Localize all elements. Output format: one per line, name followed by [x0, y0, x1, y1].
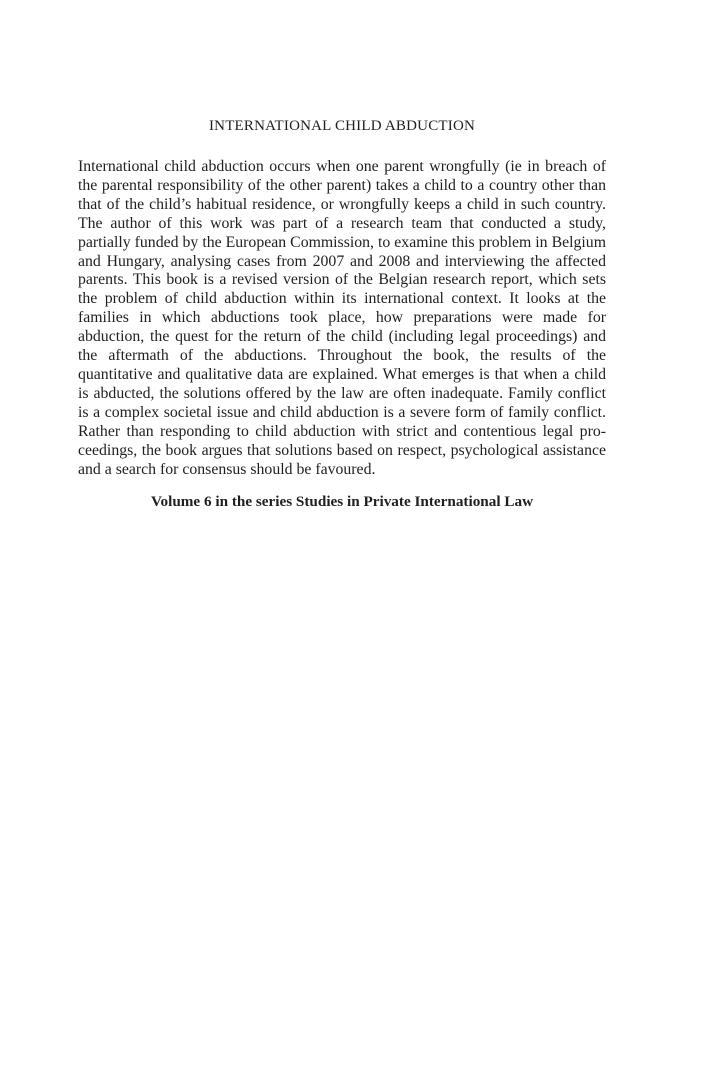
- page-content: [78, 116, 606, 512]
- page-heading: INTERNATIONAL CHILD ABDUCTION: [208, 118, 476, 134]
- description-paragraph: International child abduction occurs when one parent wrongfully (ie in breach of the parental responsibility of the other parent) takes a child to a country other than that of the child’s habitual residence, or wrongfully keeps a child in such country. The author of this work was part of a research team that conducted a study, partially funded by the European Commission, to examine this problem in Belgium and Hungary, analysing cases from 2007 and 2008 and interviewing the affected parents. This book is a revised version of the Belgian research report, which sets the problem of child abduction within its international context. It looks at the families in which abductions took place, how preparations were made for abduction, the quest for the return of the child (including legal proceedings) and the aftermath of the abductions. Throughout the book, the results of the quantitative and qualitative data are explained. What emerges is that when a child is abducted, the solutions offered by the law are often inadequate. Family conflict is a complex societal issue and child abduction is a severe form of family conflict. Rather than responding to child abduction with strict and contentious legal proceedings, the book argues that solutions based on respect, psychological assistance and a search for consensus should be favoured.: [78, 158, 606, 478]
- series-note: Volume 6 in the series Studies in Private International Law: [150, 493, 534, 511]
